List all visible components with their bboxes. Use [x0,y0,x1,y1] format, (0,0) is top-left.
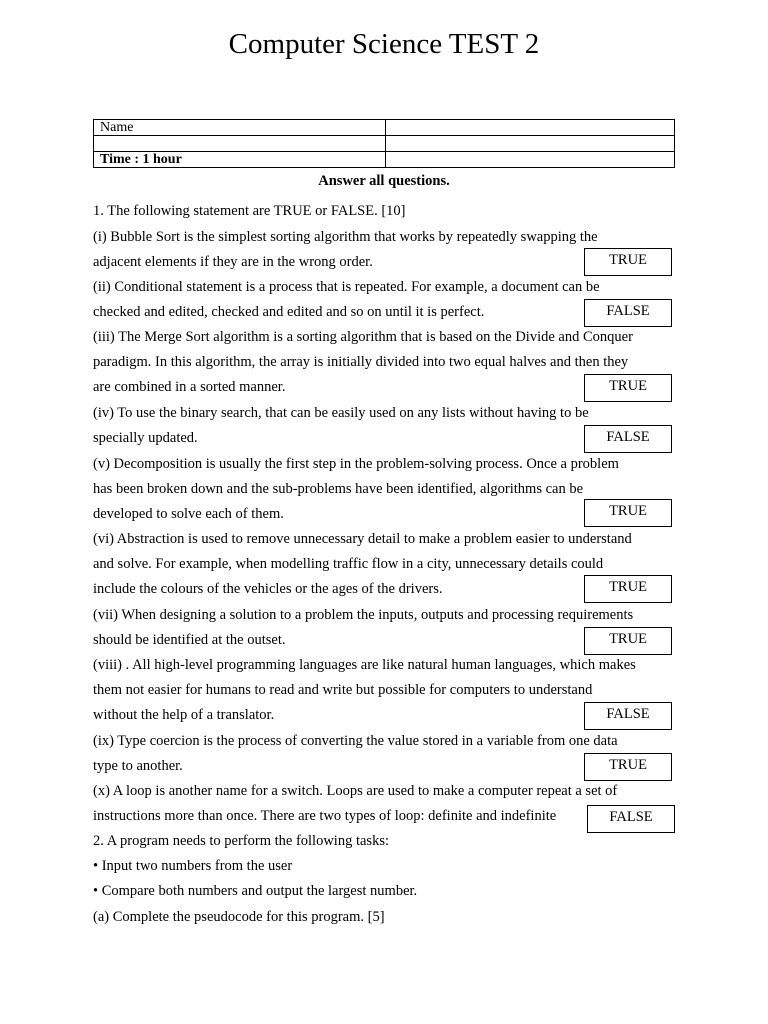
table-row [94,136,675,152]
answer-box-7: TRUE [584,627,672,655]
q1-heading: 1. The following statement are TRUE or FALSE. [10] [93,203,406,219]
q1-item-2-line-1: (ii) Conditional statement is a process that is repeated. For example, a document can be [93,279,600,295]
table-row [94,120,675,136]
q1-item-6-line-3: include the colours of the vehicles or the ages of the drivers. [93,581,443,597]
answer-box-5: TRUE [584,499,672,527]
q1-item-8-line-2: them not easier for humans to read and write but possible for computers to understand [93,682,593,698]
q1-item-2-line-2: checked and edited, checked and edited and so on until it is perfect. [93,304,485,320]
page-title: Computer Science TEST 2 [228,28,540,60]
instruction-text: Answer all questions. [318,173,450,189]
blank-field[interactable] [386,136,675,152]
answer-box-3: TRUE [584,374,672,402]
answer-box-10: FALSE [587,805,675,833]
time-label: Time : 1 hour [94,152,386,168]
q1-item-7-line-2: should be identified at the outset. [93,632,286,648]
name-label: Name [94,120,386,136]
name-field[interactable] [386,120,675,136]
q2-heading: 2. A program needs to perform the following tasks: [93,833,389,849]
q1-item-7-line-1: (vii) When designing a solution to a problem the inputs, outputs and processing requirements [93,607,634,623]
q1-item-9-line-2: type to another. [93,758,183,774]
q2-bullet-1: • Input two numbers from the user [93,858,293,874]
q1-item-4-line-1: (iv) To use the binary search, that can be easily used on any lists without having to be [93,405,589,421]
q1-item-3-line-2: paradigm. In this algorithm, the array is initially divided into two equal halves and then they [93,354,629,370]
q1-item-3-line-3: are combined in a sorted manner. [93,379,286,395]
q2-part-a: (a) Complete the pseudocode for this program. [5] [93,909,385,925]
q1-item-10-line-2: instructions more than once. There are two types of loop: definite and indefinite [93,808,557,824]
q1-item-1-line-2: adjacent elements if they are in the wrong order. [93,254,373,270]
q1-item-5-line-2: has been broken down and the sub-problems have been identified, algorithms can be [93,481,584,497]
q1-item-5-line-1: (v) Decomposition is usually the first step in the problem-solving process. Once a problem [93,456,619,472]
q1-item-9-line-1: (ix) Type coercion is the process of converting the value stored in a variable from one data [93,733,618,749]
answer-box-9: TRUE [584,753,672,781]
answer-box-4: FALSE [584,425,672,453]
q1-item-4-line-2: specially updated. [93,430,198,446]
q1-item-10-line-1: (x) A loop is another name for a switch. Loops are used to make a computer repeat a set of [93,783,618,799]
student-info-table [93,119,675,168]
q1-item-5-line-3: developed to solve each of them. [93,506,284,522]
q1-item-8-line-3: without the help of a translator. [93,707,275,723]
answer-box-8: FALSE [584,702,672,730]
q1-item-1-line-1: (i) Bubble Sort is the simplest sorting algorithm that works by repeatedly swapping the [93,229,598,245]
answer-box-1: TRUE [584,248,672,276]
q1-item-6-line-2: and solve. For example, when modelling traffic flow in a city, unnecessary details could [93,556,604,572]
table-row [94,152,675,168]
q2-bullet-2: • Compare both numbers and output the largest number. [93,883,418,899]
answer-box-2: FALSE [584,299,672,327]
answer-box-6: TRUE [584,575,672,603]
q1-item-6-line-1: (vi) Abstraction is used to remove unnecessary detail to make a problem easier to understand [93,531,632,547]
time-field [386,152,675,168]
q1-item-3-line-1: (iii) The Merge Sort algorithm is a sorting algorithm that is based on the Divide and Conquer [93,329,633,345]
q1-item-8-line-1: (viii) . All high-level programming languages are like natural human languages, which makes [93,657,636,673]
blank-cell [94,136,386,152]
